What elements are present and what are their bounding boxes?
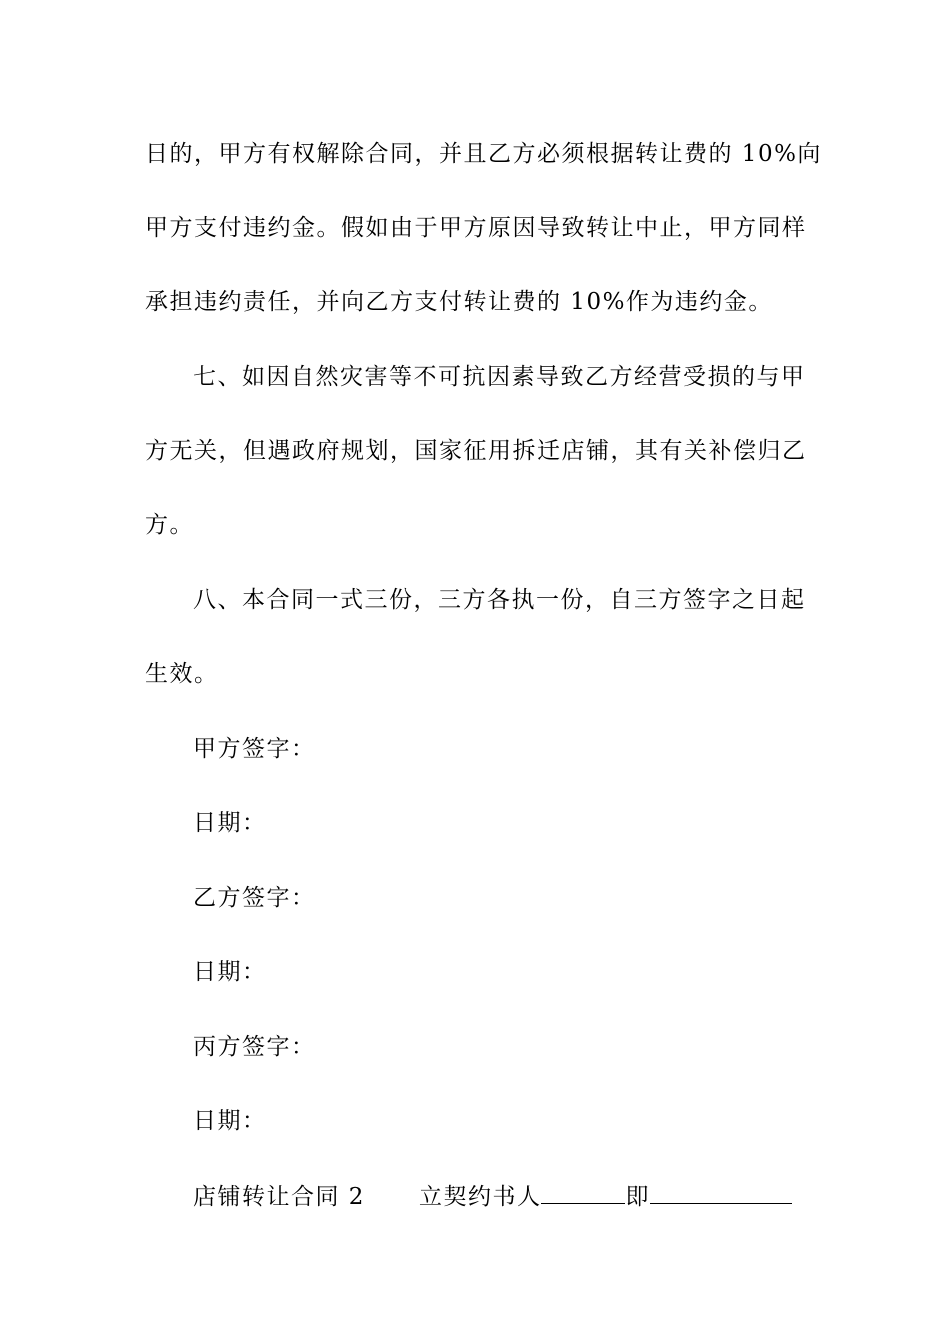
- paragraph-line: 承担违约责任，并向乙方支付转让费的 10%作为违约金。: [145, 289, 773, 315]
- next-contract-heading-line: [193, 1181, 813, 1211]
- paragraph-line: 日的，甲方有权解除合同，并且乙方必须根据转让费的 10%向: [145, 141, 822, 167]
- party-a-date-label: 日期：: [193, 810, 267, 836]
- contract-parties-label: 立契约书人: [418, 1184, 542, 1210]
- party-name-blank-2: [650, 1181, 792, 1204]
- paragraph-line: 八、本合同一式三份，三方各执一份，自三方签字之日起: [193, 587, 806, 613]
- paragraph-line: 方。: [145, 512, 194, 538]
- paragraph-line: 七、如因自然灾害等不可抗因素导致乙方经营受损的与甲: [193, 364, 806, 390]
- paragraph-line: 方无关，但遇政府规划，国家征用拆迁店铺，其有关补偿归乙: [145, 438, 807, 464]
- connector-label: 即: [625, 1184, 650, 1210]
- party-b-date-label: 日期：: [193, 959, 267, 985]
- paragraph-line: 生效。: [145, 661, 219, 687]
- paragraph-line: 甲方支付违约金。假如由于甲方原因导致转让中止，甲方同样: [145, 215, 807, 241]
- party-a-signature-label: 甲方签字：: [193, 736, 316, 762]
- party-c-signature-label: 丙方签字：: [193, 1034, 316, 1060]
- party-name-blank: [541, 1181, 625, 1204]
- party-b-signature-label: 乙方签字：: [193, 885, 316, 911]
- next-contract-title: 店铺转让合同 2: [193, 1184, 365, 1210]
- party-c-date-label: 日期：: [193, 1108, 267, 1134]
